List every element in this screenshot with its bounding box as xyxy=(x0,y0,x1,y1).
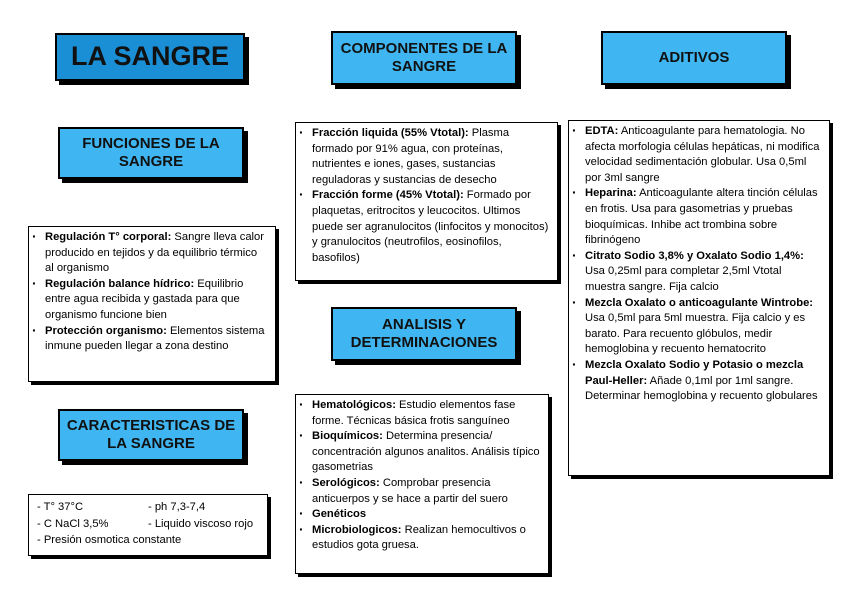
analisis-item xyxy=(296,476,542,507)
funciones-item-text: Sangre lleva calor producido en tejidos y da equilibrio térmico al organismo xyxy=(45,231,264,275)
analisis-item-term: Microbiologicos: xyxy=(312,523,402,536)
car-ph: - ph 7,3-7,4 xyxy=(148,501,206,513)
analisis-item xyxy=(296,429,542,476)
main-title xyxy=(55,33,245,81)
funciones-item-term: Protección organismo: xyxy=(45,324,167,337)
componentes-item-text: Plasma formado por 91% agua, con proteínas, nutrientes e iones, gases, sustancias reguladoras y sustancias de desecho xyxy=(312,127,510,186)
analisis-title-text: ANALISIS Y DETERMINACIONES xyxy=(350,316,498,351)
aditivos-item xyxy=(569,186,823,248)
aditivos-item-term: EDTA: xyxy=(585,125,619,137)
analisis-item-text: Realizan hemocultivos o estudios gota gruesa. xyxy=(312,523,526,552)
car-liquido: - Liquido viscoso rojo xyxy=(148,517,254,530)
funciones-box xyxy=(28,226,276,382)
componentes-box xyxy=(295,122,558,281)
aditivos-item-term: Heparina: xyxy=(585,187,637,200)
analisis-item xyxy=(296,398,542,429)
componentes-title xyxy=(331,31,517,85)
aditivos-item-text: Añade 0,1ml por 1ml sangre. Determinar hemoglobina y recuento globulares xyxy=(585,374,818,403)
componentes-item-term: Fracción forme (45% Vtotal): xyxy=(312,189,464,202)
analisis-item-term: Hematológicos: xyxy=(312,399,396,411)
aditivos-item-text: Anticoagulante altera tinción células en frotis. Usa para gasometrias y pruebas bioquímicas. Inhibe act trombina sobre fibrinógeno xyxy=(585,187,818,247)
aditivos-title-text: ADITIVOS xyxy=(658,49,730,67)
funciones-item xyxy=(29,324,267,355)
main-title-text: LA SANGRE xyxy=(70,41,229,72)
caracteristicas-title-text: CARACTERISTICAS DE LA SANGRE xyxy=(66,417,236,452)
analisis-title xyxy=(331,307,517,361)
componentes-item-text: Formado por plaquetas, eritrocitos y leucocitos. Ultimos puede ser agranulocitos (linfocitos y monocitos) y granulocitos (neutrofilos, eosinofilos, basofilos) xyxy=(312,189,549,264)
aditivos-title xyxy=(601,31,787,85)
funciones-title xyxy=(58,127,244,179)
aditivos-box xyxy=(568,120,830,476)
aditivos-item-term: Citrato Sodio 3,8% y Oxalato Sodio 1,4%: xyxy=(585,249,804,262)
funciones-item-text: Equilibrio entre agua recibida y gastada para que organismo funcione bien xyxy=(45,277,244,321)
analisis-box xyxy=(295,394,549,574)
aditivos-item xyxy=(569,296,823,358)
funciones-item-term: Regulación T° corporal: xyxy=(45,231,172,243)
analisis-item-text: Determina presencia/ concentración algunos analitos. Análisis típico gasometrias xyxy=(312,430,540,474)
analisis-item-text: Estudio elementos fase forme. Técnicas básica frotis sanguíneo xyxy=(312,399,516,427)
aditivos-item xyxy=(569,358,823,405)
aditivos-item-text: Usa 0,25ml para completar 2,5ml Vtotal muestra sangre. Fija calcio xyxy=(585,265,782,293)
funciones-item-text: Elementos sistema inmune pueden llegar a zona destino xyxy=(45,324,265,353)
analisis-item-term: Serológicos: xyxy=(312,476,380,489)
aditivos-item-term: Mezcla Oxalato Sodio y Potasio o mezcla Paul-Heller: xyxy=(585,358,804,387)
analisis-item xyxy=(296,523,542,554)
analisis-item-term: Genéticos xyxy=(312,508,367,521)
aditivos-item-text: Anticoagulante para hematologia. No afecta morfologia células hepáticas, ni modifica velocidad sedimentación globular. Usa 0,5ml por 3ml sangre xyxy=(585,125,820,184)
car-presion: - Presión osmotica constante xyxy=(37,534,182,546)
componentes-title-text: COMPONENTES DE LA SANGRE xyxy=(340,40,508,75)
componentes-item-term: Fracción liquida (55% Vtotal): xyxy=(312,127,469,139)
analisis-item-term: Bioquímicos: xyxy=(312,430,383,443)
funciones-item xyxy=(29,277,267,324)
car-temperature: - T° 37°C xyxy=(37,501,84,513)
analisis-item-text: Comprobar presencia anticuerpos y se hace a partir del suero xyxy=(312,476,508,505)
aditivos-item xyxy=(569,124,823,186)
car-nacl: - C NaCl 3,5% xyxy=(37,517,109,530)
caracteristicas-box xyxy=(28,494,268,556)
funciones-title-text: FUNCIONES DE LA SANGRE xyxy=(82,135,220,170)
analisis-item xyxy=(296,507,542,523)
funciones-item-term: Regulación balance hídrico: xyxy=(45,277,195,290)
componentes-item xyxy=(296,126,551,188)
aditivos-item xyxy=(569,249,823,296)
aditivos-item-text: Usa 0,5ml para 5ml muestra. Fija calcio y es barato. Para recuento glóbulos, medir hemoglobina y recuento hematocrito xyxy=(585,312,806,356)
funciones-item xyxy=(29,230,267,277)
aditivos-item-term: Mezcla Oxalato o anticoagulante Wintrobe: xyxy=(585,296,814,309)
componentes-item xyxy=(296,188,551,266)
caracteristicas-title xyxy=(58,409,244,461)
